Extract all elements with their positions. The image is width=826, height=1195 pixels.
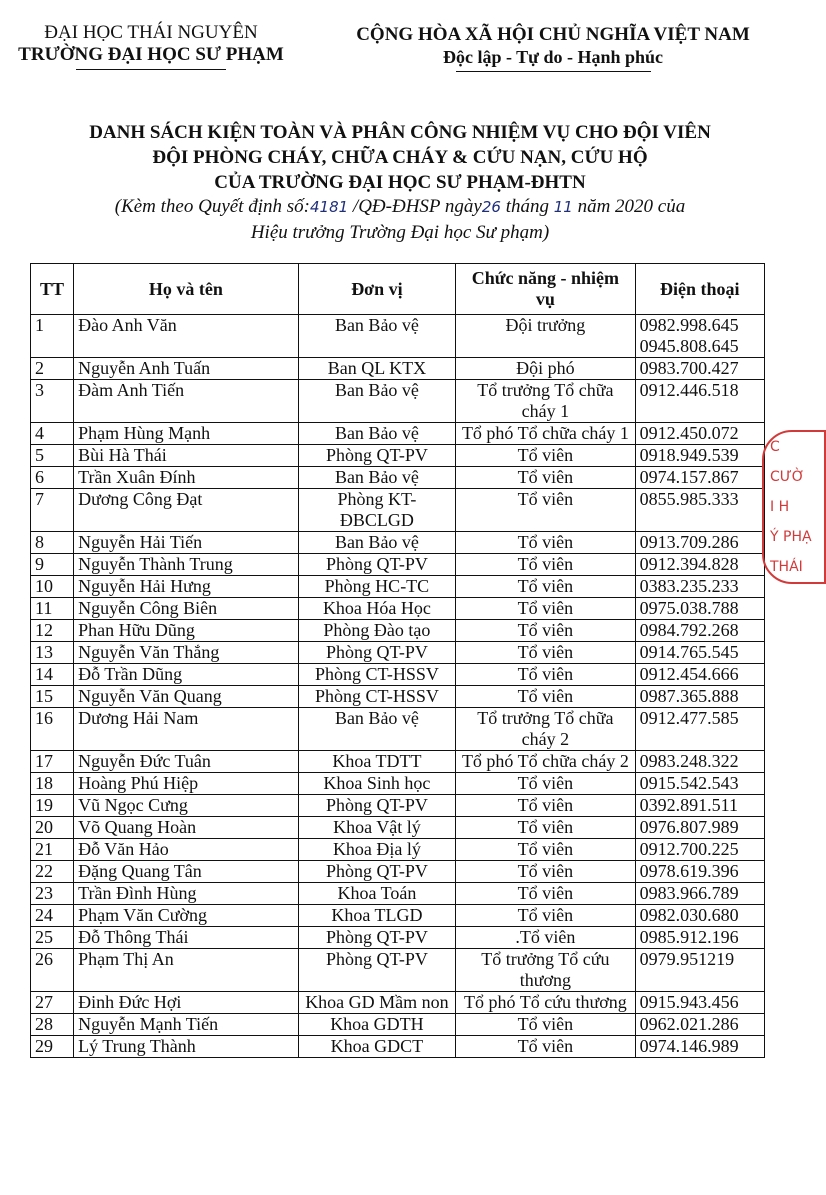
cell-tt: 9 (31, 554, 74, 576)
cell-name: Dương Công Đạt (74, 489, 299, 532)
cell-phone: 0976.807.989 (635, 817, 764, 839)
cell-phone: 0975.038.788 (635, 598, 764, 620)
table-row (31, 620, 765, 642)
cell-phone: 0912.700.225 (635, 839, 764, 861)
cell-phone: 0913.709.286 (635, 532, 764, 554)
cell-tt: 16 (31, 708, 74, 751)
cell-tt: 17 (31, 751, 74, 773)
cell-unit: Phòng KT-ĐBCLGD (298, 489, 455, 532)
table-row (31, 992, 765, 1014)
cell-unit: Ban Bảo vệ (298, 423, 455, 445)
cell-name: Bùi Hà Thái (74, 445, 299, 467)
table-row (31, 773, 765, 795)
table-row (31, 817, 765, 839)
cell-unit: Khoa Vật lý (298, 817, 455, 839)
cell-role: Tổ viên (456, 467, 635, 489)
cell-unit: Phòng QT-PV (298, 949, 455, 992)
table-header-row (31, 264, 765, 315)
cell-phone: 0982.030.680 (635, 905, 764, 927)
cell-tt: 5 (31, 445, 74, 467)
cell-tt: 18 (31, 773, 74, 795)
cell-role: Tổ trưởng Tổ chữa cháy 2 (456, 708, 635, 751)
header-underline (76, 69, 226, 70)
cell-phone: 0974.146.989 (635, 1036, 764, 1058)
cell-unit: Phòng QT-PV (298, 445, 455, 467)
table-row (31, 949, 765, 992)
red-seal-stamp (762, 430, 826, 584)
table-row (31, 380, 765, 423)
cell-role: Tổ viên (456, 905, 635, 927)
cell-unit: Phòng QT-PV (298, 795, 455, 817)
document-title (20, 120, 780, 195)
handwritten-day: 26 (481, 198, 501, 216)
cell-unit: Khoa Địa lý (298, 839, 455, 861)
handwritten-decision-number: 4181 (309, 198, 349, 216)
cell-phone: 0982.998.645 0945.808.645 (635, 315, 764, 358)
table-row (31, 489, 765, 532)
table-row (31, 642, 765, 664)
table-row (31, 905, 765, 927)
cell-name: Võ Quang Hoàn (74, 817, 299, 839)
cell-phone: 0983.248.322 (635, 751, 764, 773)
cell-name: Đàm Anh Tiến (74, 380, 299, 423)
cell-role: Tổ viên (456, 598, 635, 620)
table-row (31, 423, 765, 445)
cell-unit: Khoa Hóa Học (298, 598, 455, 620)
cell-phone: 0987.365.888 (635, 686, 764, 708)
motto-underline (456, 71, 651, 72)
table-row (31, 861, 765, 883)
table-row (31, 839, 765, 861)
cell-unit: Khoa GDTH (298, 1014, 455, 1036)
cell-name: Đỗ Thông Thái (74, 927, 299, 949)
table-row (31, 708, 765, 751)
cell-name: Nguyễn Văn Quang (74, 686, 299, 708)
table-row (31, 358, 765, 380)
table-row (31, 664, 765, 686)
cell-tt: 29 (31, 1036, 74, 1058)
cell-role: Tổ trưởng Tổ cứu thương (456, 949, 635, 992)
cell-role: Tổ viên (456, 1014, 635, 1036)
header-name: Họ và tên (74, 264, 299, 315)
cell-role: Tổ viên (456, 817, 635, 839)
table-row (31, 445, 765, 467)
cell-name: Nguyễn Anh Tuấn (74, 358, 299, 380)
cell-phone: 0985.912.196 (635, 927, 764, 949)
cell-phone: 0983.966.789 (635, 883, 764, 905)
cell-name: Phạm Hùng Mạnh (74, 423, 299, 445)
cell-tt: 23 (31, 883, 74, 905)
decision-mid-1: /QĐ-ĐHSP ngày (348, 196, 482, 217)
decision-line-2: Hiệu trưởng Trường Đại học Sư phạm) (250, 222, 550, 243)
table-row (31, 795, 765, 817)
cell-tt: 25 (31, 927, 74, 949)
cell-name: Nguyễn Hải Tiến (74, 532, 299, 554)
cell-name: Phan Hữu Dũng (74, 620, 299, 642)
cell-phone: 0912.446.518 (635, 380, 764, 423)
cell-name: Đỗ Văn Hảo (74, 839, 299, 861)
cell-phone: 0984.792.268 (635, 620, 764, 642)
university-name: ĐẠI HỌC THÁI NGUYÊN (44, 22, 258, 43)
cell-name: Đinh Đức Hợi (74, 992, 299, 1014)
cell-tt: 7 (31, 489, 74, 532)
cell-unit: Khoa Toán (298, 883, 455, 905)
cell-name: Đỗ Trần Dũng (74, 664, 299, 686)
cell-unit: Ban Bảo vệ (298, 532, 455, 554)
cell-name: Nguyễn Mạnh Tiến (74, 1014, 299, 1036)
institution-header (0, 22, 302, 70)
cell-phone: 0962.021.286 (635, 1014, 764, 1036)
cell-role: Tổ viên (456, 773, 635, 795)
cell-phone: 0983.700.427 (635, 358, 764, 380)
cell-role: Tổ viên (456, 445, 635, 467)
cell-role: Tổ phó Tổ chữa cháy 2 (456, 751, 635, 773)
cell-unit: Phòng QT-PV (298, 554, 455, 576)
cell-role: Tổ phó Tổ chữa cháy 1 (456, 423, 635, 445)
cell-unit: Khoa Sinh học (298, 773, 455, 795)
table-row (31, 532, 765, 554)
handwritten-month: 11 (553, 198, 573, 216)
cell-tt: 13 (31, 642, 74, 664)
cell-phone: 0979.951219 (635, 949, 764, 992)
cell-name: Phạm Thị An (74, 949, 299, 992)
stamp-text-4: Ý PHẠ (770, 529, 812, 545)
cell-phone: 0978.619.396 (635, 861, 764, 883)
stamp-text-1: C (770, 439, 780, 455)
cell-name: Phạm Văn Cường (74, 905, 299, 927)
cell-unit: Phòng QT-PV (298, 861, 455, 883)
decision-line-1 (40, 194, 760, 220)
cell-name: Trần Đình Hùng (74, 883, 299, 905)
cell-role: Tổ viên (456, 642, 635, 664)
cell-tt: 28 (31, 1014, 74, 1036)
cell-tt: 24 (31, 905, 74, 927)
title-line-1: DANH SÁCH KIỆN TOÀN VÀ PHÂN CÔNG NHIỆM VỤ CHO ĐỘI VIÊN (89, 122, 711, 143)
cell-tt: 26 (31, 949, 74, 992)
cell-name: Đào Anh Văn (74, 315, 299, 358)
cell-unit: Ban QL KTX (298, 358, 455, 380)
cell-role: Tổ trưởng Tổ chữa cháy 1 (456, 380, 635, 423)
cell-unit: Khoa GDCT (298, 1036, 455, 1058)
cell-tt: 1 (31, 315, 74, 358)
cell-phone: 0915.542.543 (635, 773, 764, 795)
cell-role: Tổ viên (456, 532, 635, 554)
cell-unit: Phòng QT-PV (298, 642, 455, 664)
cell-unit: Ban Bảo vệ (298, 380, 455, 423)
cell-name: Đặng Quang Tân (74, 861, 299, 883)
cell-phone: 0383.235.233 (635, 576, 764, 598)
cell-role: Tổ viên (456, 883, 635, 905)
cell-role: Tổ viên (456, 554, 635, 576)
cell-unit: Ban Bảo vệ (298, 467, 455, 489)
cell-name: Nguyễn Đức Tuân (74, 751, 299, 773)
cell-tt: 20 (31, 817, 74, 839)
cell-unit: Ban Bảo vệ (298, 708, 455, 751)
cell-name: Trần Xuân Đính (74, 467, 299, 489)
title-line-3: CỦA TRƯỜNG ĐẠI HỌC SƯ PHẠM-ĐHTN (214, 172, 586, 193)
cell-phone: 0855.985.333 (635, 489, 764, 532)
cell-name: Nguyễn Văn Thắng (74, 642, 299, 664)
decision-prefix: (Kèm theo Quyết định số: (114, 196, 310, 217)
cell-phone: 0918.949.539 (635, 445, 764, 467)
header-unit: Đơn vị (298, 264, 455, 315)
cell-tt: 11 (31, 598, 74, 620)
cell-role: Đội phó (456, 358, 635, 380)
national-header (318, 24, 788, 72)
cell-tt: 10 (31, 576, 74, 598)
cell-role: .Tổ viên (456, 927, 635, 949)
cell-unit: Ban Bảo vệ (298, 315, 455, 358)
header-role: Chức năng - nhiệm vụ (456, 264, 635, 315)
cell-name: Nguyễn Thành Trung (74, 554, 299, 576)
decision-suffix: năm 2020 của (572, 196, 686, 217)
cell-tt: 15 (31, 686, 74, 708)
table-row (31, 686, 765, 708)
cell-role: Tổ viên (456, 839, 635, 861)
cell-tt: 4 (31, 423, 74, 445)
cell-role: Tổ viên (456, 1036, 635, 1058)
cell-name: Hoàng Phú Hiệp (74, 773, 299, 795)
roster-table (30, 263, 765, 1058)
cell-name: Nguyễn Hải Hưng (74, 576, 299, 598)
cell-role: Tổ viên (456, 620, 635, 642)
cell-unit: Phòng CT-HSSV (298, 686, 455, 708)
table-row (31, 1036, 765, 1058)
header-phone: Điện thoại (635, 264, 764, 315)
cell-role: Tổ viên (456, 489, 635, 532)
cell-unit: Phòng QT-PV (298, 927, 455, 949)
cell-unit: Khoa GD Mầm non (298, 992, 455, 1014)
cell-name: Lý Trung Thành (74, 1036, 299, 1058)
table-row (31, 1014, 765, 1036)
cell-role: Tổ viên (456, 686, 635, 708)
cell-phone: 0974.157.867 (635, 467, 764, 489)
table-row (31, 467, 765, 489)
cell-unit: Phòng Đào tạo (298, 620, 455, 642)
decision-reference (40, 194, 760, 245)
cell-tt: 8 (31, 532, 74, 554)
table-row (31, 554, 765, 576)
country-name: CỘNG HÒA XÃ HỘI CHỦ NGHĨA VIỆT NAM (356, 24, 750, 45)
cell-phone: 0914.765.545 (635, 642, 764, 664)
cell-unit: Phòng HC-TC (298, 576, 455, 598)
table-row (31, 927, 765, 949)
cell-unit: Phòng CT-HSSV (298, 664, 455, 686)
cell-phone: 0912.477.585 (635, 708, 764, 751)
cell-unit: Khoa TLGD (298, 905, 455, 927)
cell-role: Tổ viên (456, 861, 635, 883)
cell-phone: 0392.891.511 (635, 795, 764, 817)
cell-tt: 19 (31, 795, 74, 817)
stamp-text-5: THÁI (770, 559, 803, 575)
cell-role: Tổ viên (456, 664, 635, 686)
cell-tt: 27 (31, 992, 74, 1014)
cell-name: Nguyễn Công Biên (74, 598, 299, 620)
table-row (31, 751, 765, 773)
title-line-2: ĐỘI PHÒNG CHÁY, CHỮA CHÁY & CỨU NẠN, CỨU HỘ (152, 147, 648, 168)
cell-role: Đội trưởng (456, 315, 635, 358)
cell-tt: 12 (31, 620, 74, 642)
cell-name: Dương Hải Nam (74, 708, 299, 751)
table-row (31, 576, 765, 598)
table-row (31, 883, 765, 905)
decision-mid-2: tháng (500, 196, 554, 217)
cell-phone: 0915.943.456 (635, 992, 764, 1014)
table-row (31, 598, 765, 620)
roster-body (31, 315, 765, 1058)
header-tt: TT (31, 264, 74, 315)
cell-phone: 0912.450.072 (635, 423, 764, 445)
cell-tt: 2 (31, 358, 74, 380)
cell-tt: 3 (31, 380, 74, 423)
cell-tt: 21 (31, 839, 74, 861)
cell-phone: 0912.394.828 (635, 554, 764, 576)
cell-tt: 22 (31, 861, 74, 883)
national-motto: Độc lập - Tự do - Hạnh phúc (442, 47, 664, 67)
cell-role: Tổ viên (456, 576, 635, 598)
school-name: TRƯỜNG ĐẠI HỌC SƯ PHẠM (18, 44, 284, 65)
cell-role: Tổ viên (456, 795, 635, 817)
cell-unit: Khoa TDTT (298, 751, 455, 773)
cell-tt: 14 (31, 664, 74, 686)
stamp-text-2: CƯỜ (770, 469, 805, 485)
table-row (31, 315, 765, 358)
stamp-text-3: I H (770, 499, 790, 515)
cell-tt: 6 (31, 467, 74, 489)
cell-phone: 0912.454.666 (635, 664, 764, 686)
cell-name: Vũ Ngọc Cưng (74, 795, 299, 817)
cell-role: Tổ phó Tổ cứu thương (456, 992, 635, 1014)
